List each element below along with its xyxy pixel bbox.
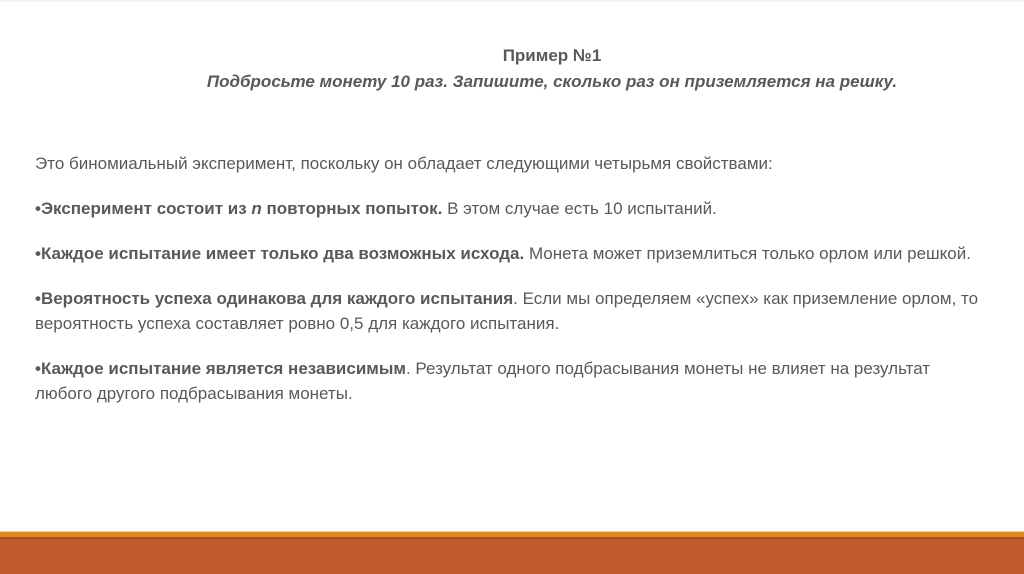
bullet-item <box>35 286 985 336</box>
bullet-item <box>35 241 985 266</box>
footer-stripe-rust <box>0 539 1024 574</box>
bullet-item <box>35 196 985 221</box>
slide-title: Пример №1 <box>502 46 602 65</box>
bullet-bold-text: Каждое испытание имеет только два возможных исхода. <box>40 244 525 263</box>
bullet-regular-text: Монета может приземлиться только орлом или решкой. <box>524 244 971 263</box>
slide-header <box>80 43 1024 95</box>
bullet-item <box>35 356 985 406</box>
slide-body <box>35 151 985 426</box>
bullet-bold-text: Каждое испытание является независимым <box>40 359 406 378</box>
bullet-regular-text: . Если мы определяем «успех» как приземление орлом, то вероятность успеха составляет ровно 0,5 для каждого испытания. <box>35 289 979 333</box>
bullet-bold-text: Вероятность успеха одинакова для каждого испытания <box>40 289 514 308</box>
slide-footer-band <box>0 531 1024 574</box>
bullet-bold-text: Эксперимент состоит из <box>40 199 252 218</box>
bullet-marker: • <box>35 244 41 263</box>
bullet-italic-variable: n <box>251 199 262 218</box>
bullet-marker: • <box>35 289 41 308</box>
bullet-regular-text: В этом случае есть 10 испытаний. <box>442 199 717 218</box>
bullet-bold-text: повторных попыток. <box>261 199 443 218</box>
slide-subtitle: Подбросьте монету 10 раз. Запишите, сколько раз он приземляется на решку. <box>206 72 898 91</box>
bullet-regular-text: . Результат одного подбрасывания монеты не влияет на результат любого другого подбрасывания монеты. <box>35 359 931 403</box>
intro-paragraph <box>35 151 985 176</box>
bullet-marker: • <box>35 199 41 218</box>
intro-text: Это биномиальный эксперимент, поскольку он обладает следующими четырьмя свойствами: <box>35 154 773 173</box>
bullet-marker: • <box>35 359 41 378</box>
